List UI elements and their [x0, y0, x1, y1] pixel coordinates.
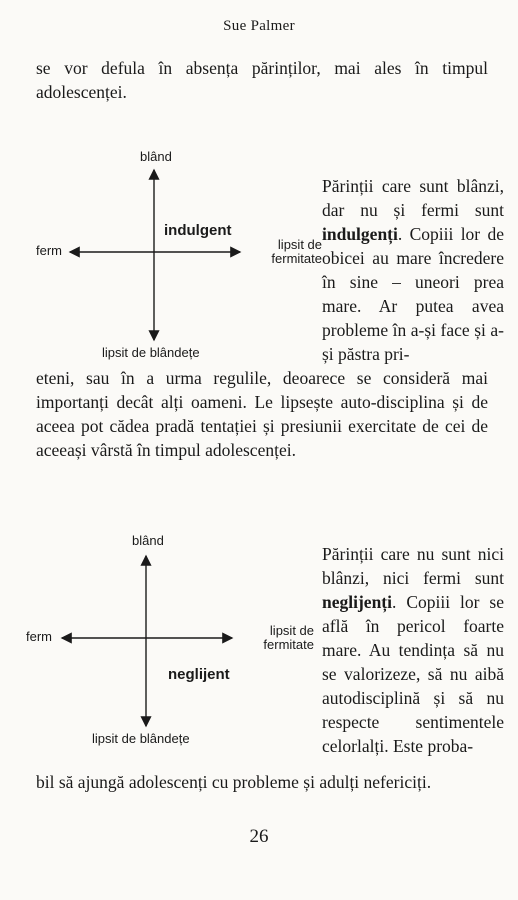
term-indulgent: indulgenți — [322, 224, 398, 244]
quadrant-label-indulgent: indulgent — [164, 222, 232, 239]
diagram-indulgent — [0, 140, 320, 370]
paragraph-neglectful-continued: bil să ajungă adolescenți cu probleme și adulți nefericiți. — [36, 772, 432, 792]
paragraph-neglectful — [322, 542, 504, 758]
label-firm: ferm — [36, 243, 62, 258]
label-gentle: blând — [132, 533, 164, 548]
label-lacking-gentleness: lipsit de blândețe — [92, 731, 190, 746]
paragraph-indulgent — [322, 174, 504, 366]
term-neglectful: neglijenți — [322, 592, 392, 612]
page-number: 26 — [249, 826, 269, 847]
text-before: Părinții care sunt blânzi, dar nu și fermi sunt — [322, 176, 504, 220]
label-lacking-firmness: lipsit de fermitate — [271, 237, 322, 266]
label-firm: ferm — [26, 629, 52, 644]
quadrant-label-neglectful: neglijent — [168, 666, 230, 683]
paragraph-intro: se vor defula în absența părinților, mai ales în timpul adolescenței. — [36, 58, 488, 102]
text-before: Părinții care nu sunt nici blânzi, nici fermi sunt — [322, 544, 504, 588]
text-after: . Copiii lor se află în pericol foarte mare. Au tendința să nu se valorizeze, să nu aibă autodisciplină și să nu respecte sentimentele celorlalți. Este proba- — [322, 592, 504, 756]
label-lacking-gentleness: lipsit de blândețe — [102, 345, 200, 360]
paragraph-indulgent-continued: eteni, sau în a urma regulile, deoarece se consideră mai importanți decât alți oameni. Le lipsește auto-disciplina și de aceea pot cădea pradă tentației și presiunii exercitate de cei de aceeași vârstă în timpul adolescenței. — [36, 368, 488, 460]
running-header: Sue Palmer — [223, 18, 295, 34]
label-gentle: blând — [140, 149, 172, 164]
diagram-neglectful — [0, 530, 320, 760]
label-lacking-firmness: lipsit de fermitate — [263, 623, 314, 652]
text-after: . Copiii lor de obicei au mare încredere în sine – uneori prea mare. Ar putea avea probleme în a-și face și a-și păstra pri- — [322, 224, 504, 364]
